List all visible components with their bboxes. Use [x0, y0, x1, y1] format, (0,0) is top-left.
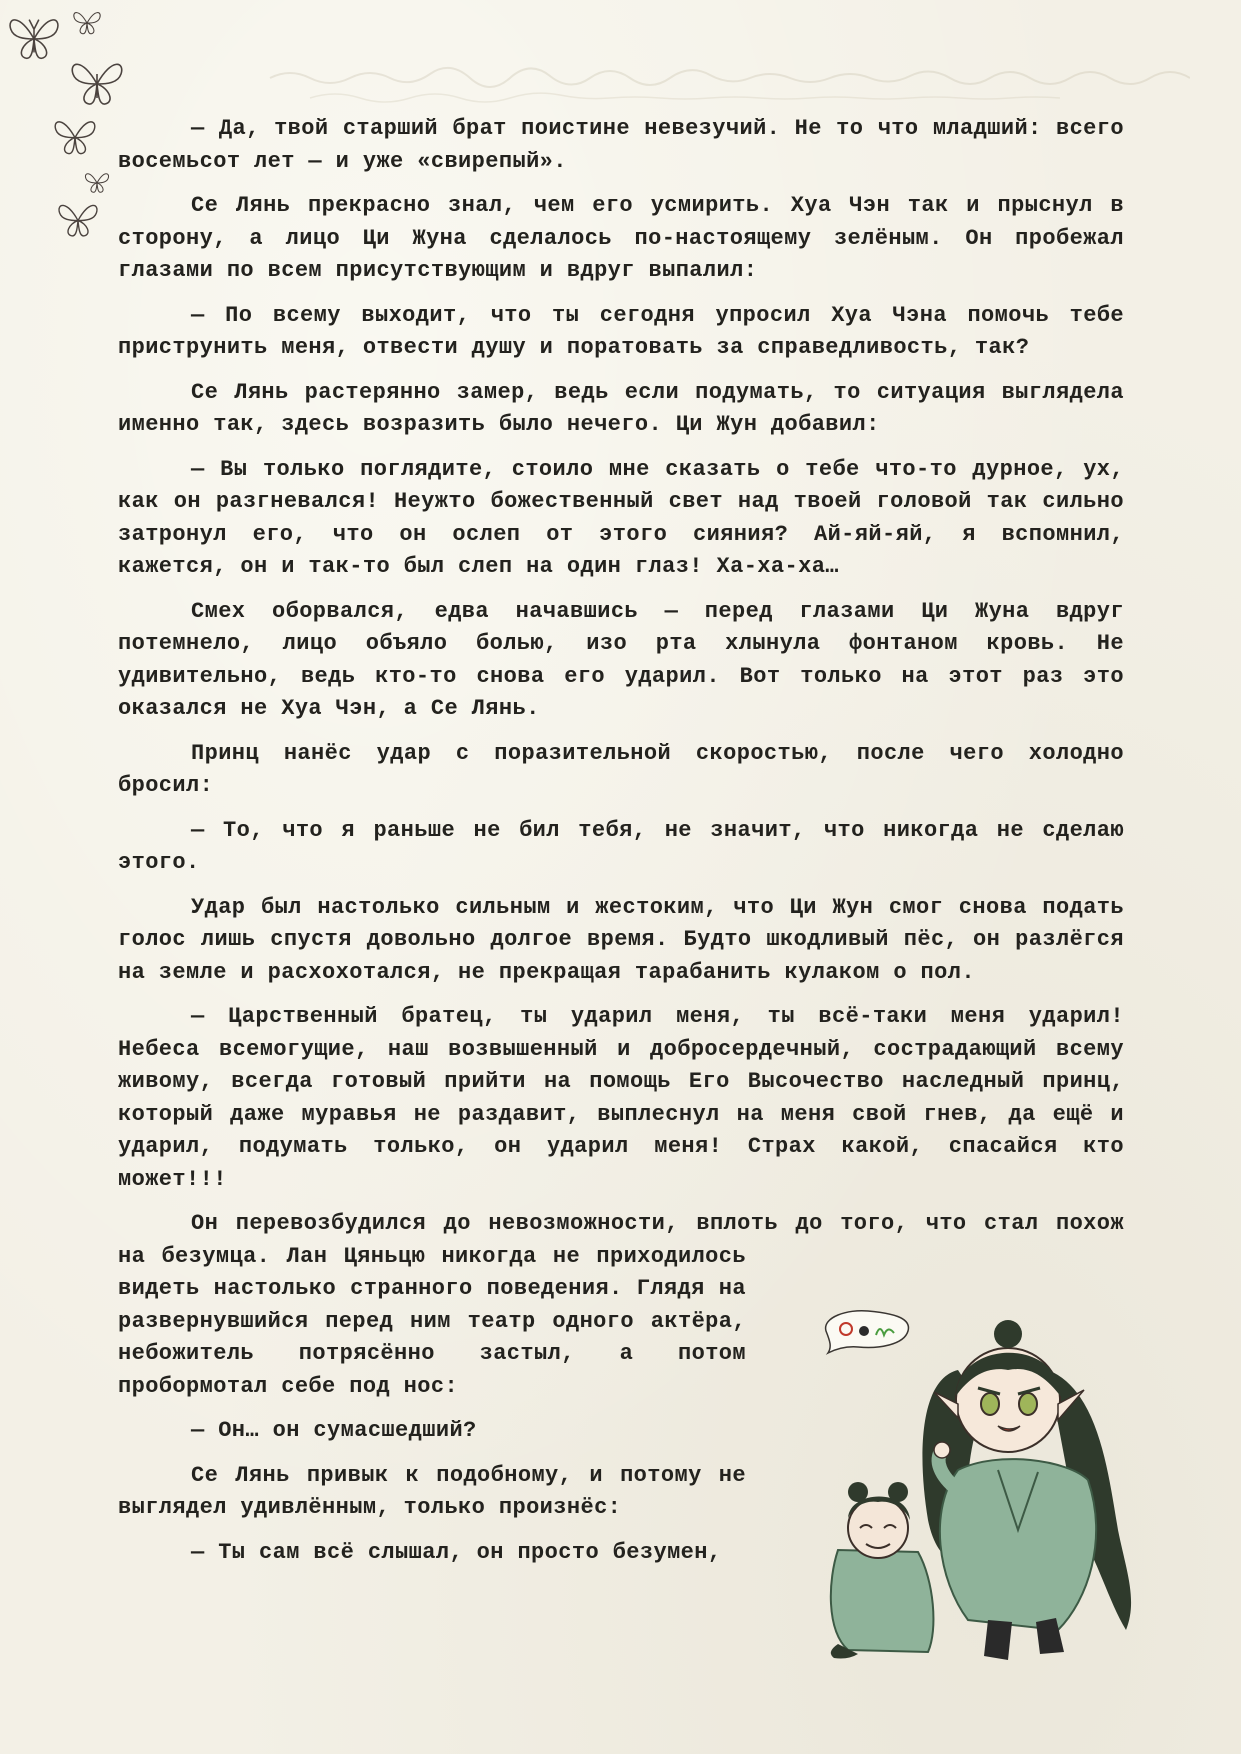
- butterfly-icon: [66, 52, 128, 112]
- paragraph: Принц нанёс удар с поразительной скоростью, после чего холодно бросил:: [118, 740, 1124, 798]
- butterfly-icon: [50, 112, 100, 160]
- paragraph: Се Лянь растерянно замер, ведь если подумать, то ситуация выглядела именно так, здесь возразить было нечего. Ци Жун добавил:: [118, 379, 1124, 437]
- paragraph: Се Лянь привык к подобному, и потому не выглядел удивлённым, только произнёс:: [118, 1462, 746, 1520]
- tall-figure: [922, 1320, 1131, 1660]
- butterfly-icon: [4, 8, 64, 66]
- paragraph: Смех оборвался, едва начавшись — перед глазами Ци Жуна вдруг потемнело, лицо объяло болью, изо рта хлынула фонтаном кровь. Не удивительно, ведь кто-то снова его ударил. Вот только на этот раз это оказался не Хуа Чэн, а Се Лянь.: [118, 598, 1124, 721]
- butterfly-icon: [70, 6, 104, 38]
- butterfly-icon: [82, 168, 112, 196]
- paragraph: — То, что я раньше не бил тебя, не значит, что никогда не сделаю этого.: [118, 817, 1124, 875]
- butterfly-icon: [54, 196, 102, 242]
- paragraph: — Вы только поглядите, стоило мне сказать о тебе что-то дурное, ух, как он разгневался! Неужто божественный свет над твоей головой так сильно затронул его, что он ослеп от этого сияния? Ай-яй-яй, я вспомнил, кажется, он и так-то был слеп на один глаз! Ха-ха-ха…: [118, 456, 1124, 579]
- paragraph: — Ты сам всё слышал, он просто безумен,: [191, 1539, 722, 1565]
- paragraph: — Да, твой старший брат поистине невезучий. Не то что младший: всего восемьсот лет — и уже «свирепый».: [118, 116, 1124, 174]
- paragraph: Се Лянь прекрасно знал, чем его усмирить. Хуа Чэн так и прыснул в сторону, а лицо Ци Жуна сделалось по-настоящему зелёным. Он пробежал глазами по всем присутствующим и вдруг выпалил:: [118, 193, 1124, 283]
- paragraph: — Царственный братец, ты ударил меня, ты всё-таки меня ударил! Небеса всемогущие, наш возвышенный и добросердечный, сострадающий всему живому, всегда готовый прийти на помощь Его Высочество наследный принц, который даже муравья не раздавит, выплеснул на меня свой гнев, да ещё и ударил, подумать только, он ударил меня! Страх какой, спасайся кто может!!!: [118, 1004, 1124, 1192]
- paragraph: — Он… он сумасшедший?: [191, 1418, 477, 1443]
- faded-handwriting-decoration: [250, 38, 1190, 118]
- chibi-qi-rong-and-lang-qianqiu-illustration: [808, 1300, 1148, 1680]
- paragraph: — По всему выходит, что ты сегодня упросил Хуа Чэна помочь тебе приструнить меня, отвести душу и поратовать за справедливость, так?: [118, 302, 1124, 360]
- paragraph-first-line: Он перевозбудился до невозможности, вплоть до того, что стал похож: [191, 1211, 1124, 1236]
- small-figure: [831, 1482, 934, 1659]
- paragraph: Удар был настолько сильным и жестоким, что Ци Жун смог снова подать голос лишь спустя довольно долгое время. Будто шкодливый пёс, он разлёгся на земле и расхохотался, не прекращая тарабанить кулаком о пол.: [118, 894, 1124, 985]
- paragraph: на безумца. Лан Цяньцю никогда не приходилось видеть настолько странного поведения. Глядя на развернувшийся перед ним театр одного актёра, небожитель потрясённо застыл, а потом пробормотал себе под нос:: [118, 1243, 746, 1399]
